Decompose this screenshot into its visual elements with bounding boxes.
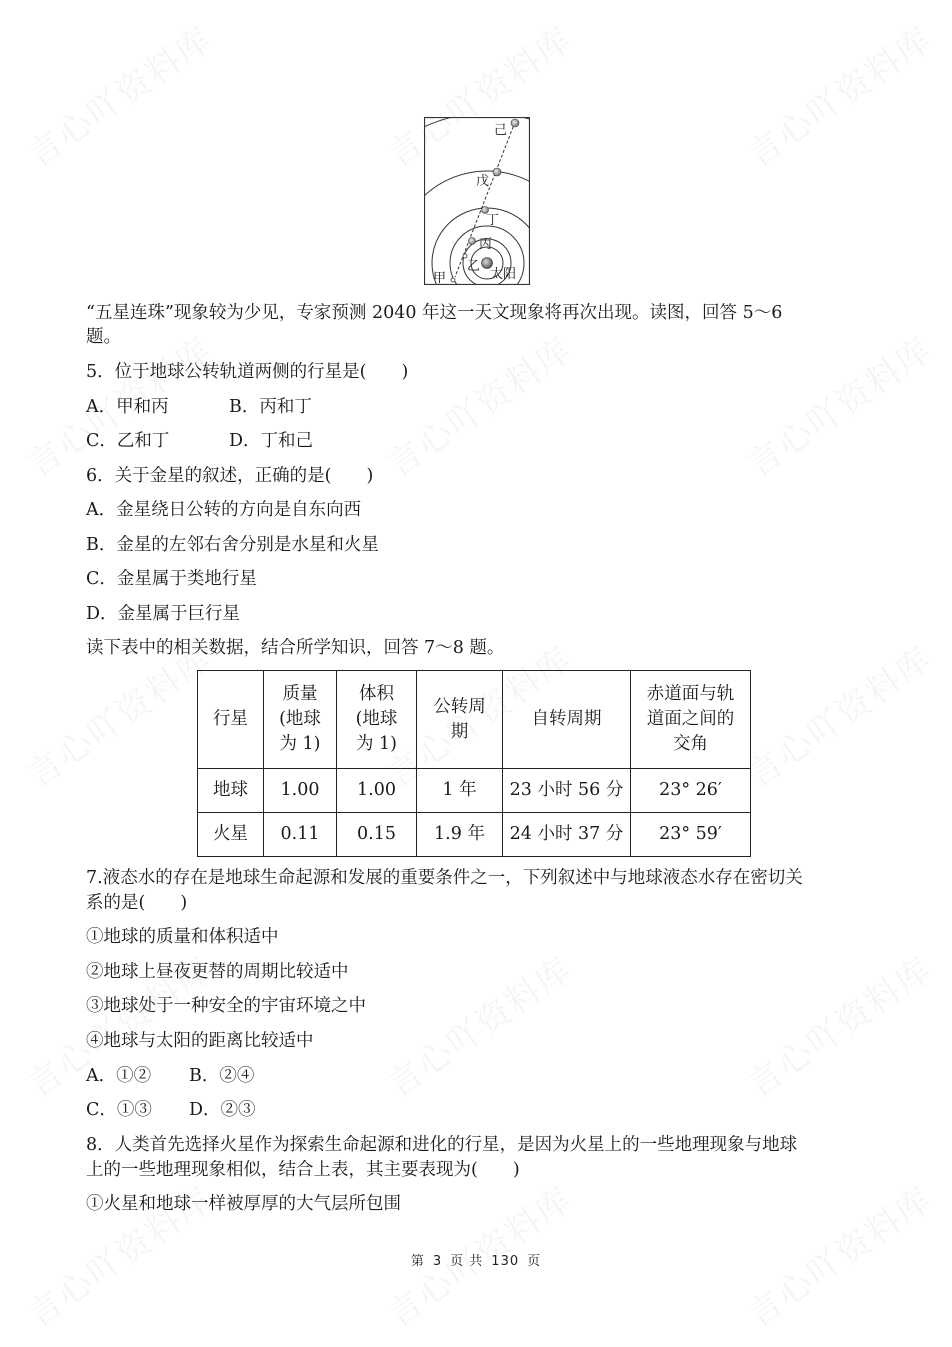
label-ji: 己 xyxy=(494,123,508,138)
cell-rotation: 24 小时 37 分 xyxy=(503,813,631,857)
q5-stem: 5．位于地球公转轨道两侧的行星是( ) xyxy=(86,362,409,382)
q6-option-b: B．金星的左邻右舍分别是水星和火星 xyxy=(86,535,379,555)
header-rotation: 自转周期 xyxy=(503,671,631,769)
header-mass: 质量 (地球 为 1) xyxy=(264,671,337,769)
q7-option-d: D．②③ xyxy=(189,1100,256,1120)
planet-jia-icon xyxy=(451,278,455,282)
q8-stem-line2: 上的一些地理现象相似，结合上表，其主要表现为( ) xyxy=(86,1160,520,1180)
header-volume: 体积 (地球 为 1) xyxy=(337,671,417,769)
q7-statement-1: ①地球的质量和体积适中 xyxy=(86,927,279,947)
label-jia: 甲 xyxy=(433,271,447,286)
q7-statement-2: ②地球上昼夜更替的周期比较适中 xyxy=(86,962,349,982)
cell-mass: 0.11 xyxy=(264,813,337,857)
q7-statement-3: ③地球处于一种安全的宇宙环境之中 xyxy=(86,996,366,1016)
q6-option-d: D．金星属于巨行星 xyxy=(86,604,241,624)
header-revolution: 公转周 期 xyxy=(417,671,503,769)
page-footer: 第 3 页 共 130 页 xyxy=(410,1254,542,1269)
table-row xyxy=(198,813,751,857)
q7-option-a: A．①② xyxy=(86,1066,152,1086)
q6-option-a: A．金星绕日公转的方向是自东向西 xyxy=(86,500,362,520)
header-obliquity: 赤道面与轨 道面之间的 交角 xyxy=(631,671,751,769)
q7-stem-line1: 7.液态水的存在是地球生命起源和发展的重要条件之一，下列叙述中与地球液态水存在密切关 xyxy=(86,868,803,888)
planet-wu-icon xyxy=(493,168,501,176)
q5-option-c: C．乙和丁 xyxy=(86,431,170,451)
header-planet: 行星 xyxy=(198,671,264,769)
label-sun: 太阳 xyxy=(490,267,517,282)
cell-mass: 1.00 xyxy=(264,769,337,813)
q7-option-c: C．①③ xyxy=(86,1100,152,1120)
total-pages: 130 xyxy=(491,1254,520,1269)
q8-stem-line1: 8．人类首先选择火星作为探索生命起源和进化的行星，是因为火星上的一些地理现象与地球 xyxy=(86,1135,798,1155)
label-ding: 丁 xyxy=(486,213,500,228)
intro-7-8: 读下表中的相关数据，结合所学知识，回答 7～8 题。 xyxy=(86,638,505,658)
q6-option-c: C．金星属于类地行星 xyxy=(86,569,257,589)
table-header-row xyxy=(198,671,751,769)
intro-5-6-line2: 题。 xyxy=(86,327,121,347)
planet-data-table xyxy=(197,670,751,857)
cell-obliquity: 23° 26′ xyxy=(631,769,751,813)
q5-option-b: B．丙和丁 xyxy=(229,397,312,417)
cell-planet: 地球 xyxy=(198,769,264,813)
q8-statement-1: ①火星和地球一样被厚厚的大气层所包围 xyxy=(86,1194,401,1214)
cell-obliquity: 23° 59′ xyxy=(631,813,751,857)
cell-revolution: 1 年 xyxy=(417,769,503,813)
q7-statement-4: ④地球与太阳的距离比较适中 xyxy=(86,1031,314,1051)
q7-stem-line2: 系的是( ) xyxy=(86,893,188,913)
table-row xyxy=(198,769,751,813)
cell-rotation: 23 小时 56 分 xyxy=(503,769,631,813)
label-yi: 乙 xyxy=(467,259,481,274)
label-bing: 丙 xyxy=(479,237,493,252)
q7-option-b: B．②④ xyxy=(189,1066,255,1086)
planet-ji-icon xyxy=(511,119,519,127)
cell-revolution: 1.9 年 xyxy=(417,813,503,857)
cell-planet: 火星 xyxy=(198,813,264,857)
q6-stem: 6．关于金星的叙述，正确的是( ) xyxy=(86,466,374,486)
cell-volume: 1.00 xyxy=(337,769,417,813)
solar-system-diagram xyxy=(424,117,530,285)
intro-5-6-line1: “五星连珠”现象较为少见，专家预测 2040 年这一天文现象将再次出现。读图，回答 5～6 xyxy=(86,303,783,323)
q5-option-a: A．甲和丙 xyxy=(86,397,169,417)
planet-bing-icon xyxy=(469,238,476,245)
cell-volume: 0.15 xyxy=(337,813,417,857)
current-page-number: 3 xyxy=(432,1254,443,1269)
q5-option-d: D．丁和己 xyxy=(229,431,314,451)
label-wu: 戊 xyxy=(476,174,490,189)
